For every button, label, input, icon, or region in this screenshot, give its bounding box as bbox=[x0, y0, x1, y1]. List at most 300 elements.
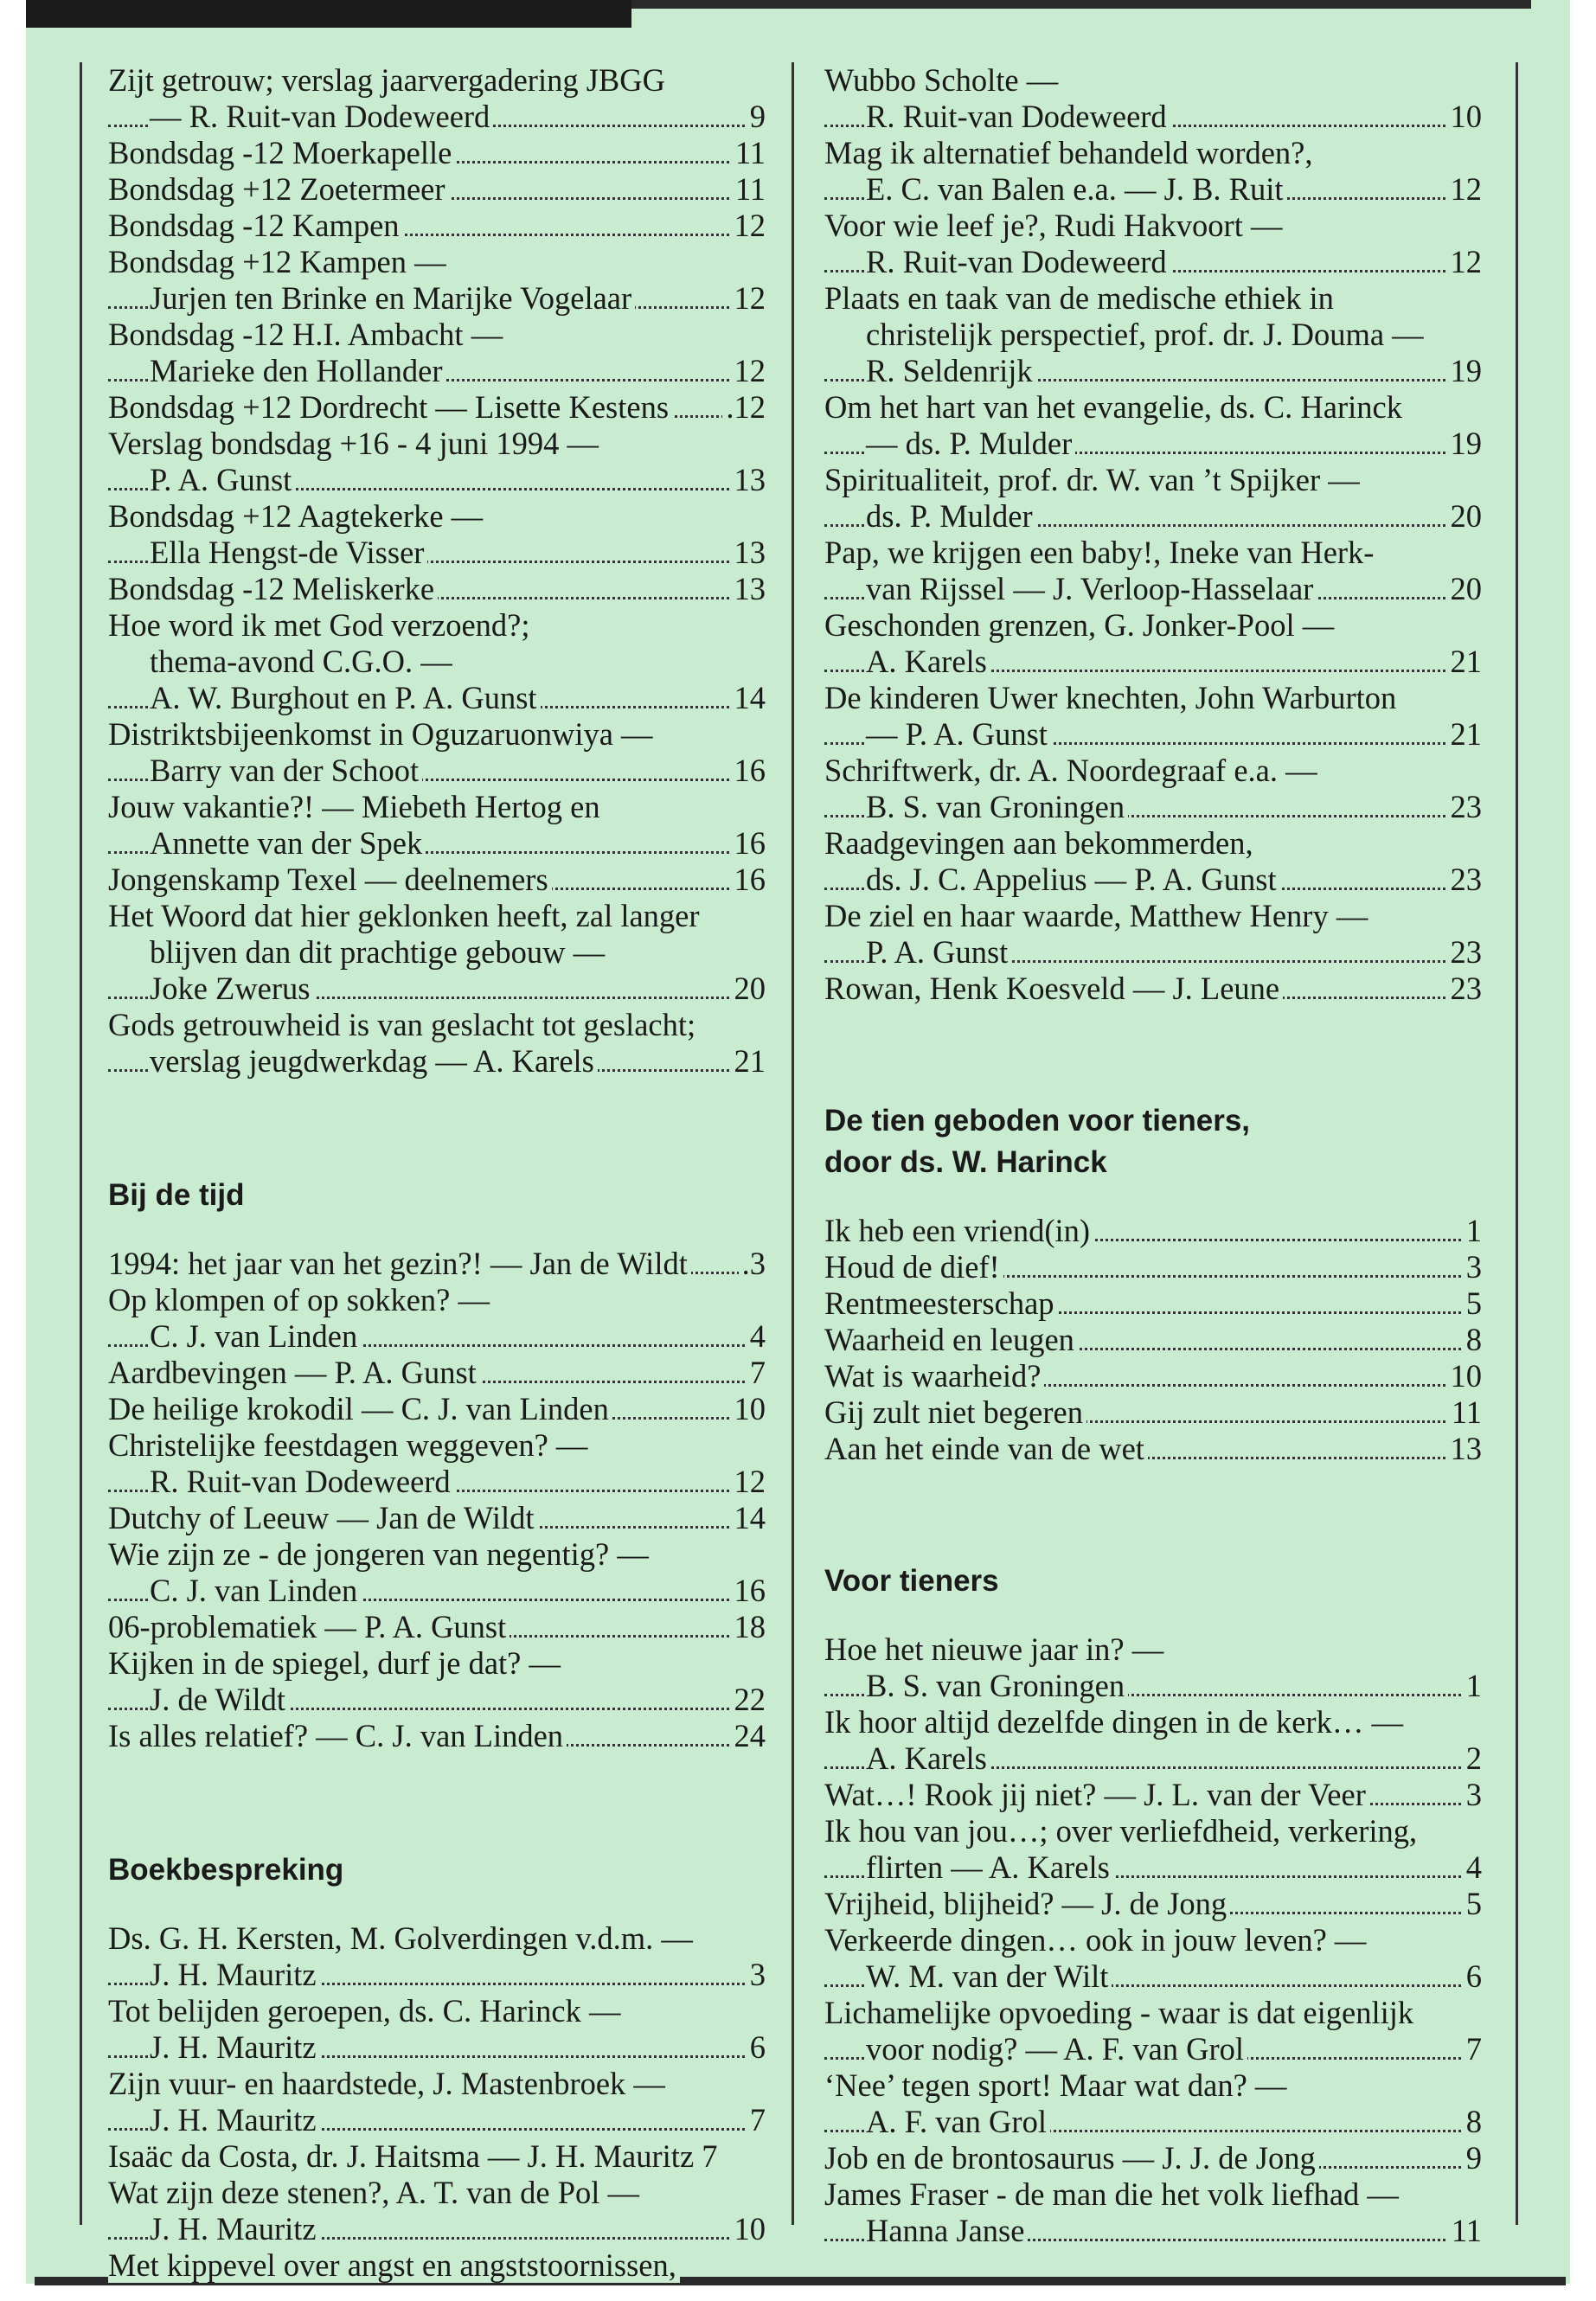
toc-entry bbox=[824, 1358, 1482, 1394]
toc-entry bbox=[824, 1631, 1482, 1704]
toc-entry-line bbox=[108, 789, 766, 825]
toc-entry-text: R. Ruit-van Dodeweerd bbox=[150, 1464, 454, 1499]
toc-page-number: 13 bbox=[1447, 1431, 1483, 1467]
toc-entry-line bbox=[824, 862, 1482, 898]
toc-entry-text: J. H. Mauritz bbox=[150, 1957, 320, 1992]
toc-entry-line bbox=[824, 1849, 1482, 1886]
toc-entry-line bbox=[108, 607, 766, 644]
toc-list bbox=[824, 1213, 1482, 1467]
toc-entry-line bbox=[824, 2067, 1482, 2104]
toc-entry bbox=[824, 1922, 1482, 1995]
toc-entry bbox=[108, 789, 766, 862]
toc-entry-text: Kijken in de spiegel, durf je dat? — bbox=[108, 1645, 564, 1681]
toc-entry-text: christelijk perspectief, prof. dr. J. Douma — bbox=[866, 317, 1427, 352]
toc-page-number: 24 bbox=[731, 1718, 766, 1754]
toc-page-number: 22 bbox=[731, 1682, 766, 1718]
toc-entry-line bbox=[108, 825, 766, 862]
toc-entry-line bbox=[108, 1391, 766, 1427]
toc-entry-line bbox=[824, 1285, 1482, 1322]
toc-entry-line bbox=[108, 971, 766, 1007]
toc-entry bbox=[824, 898, 1482, 971]
toc-entry bbox=[108, 1427, 766, 1500]
toc-page-number: 7 bbox=[747, 2102, 766, 2138]
toc-entry-line bbox=[108, 1427, 766, 1464]
toc-entry-text: Pap, we krijgen een baby!, Ineke van Herk- bbox=[824, 535, 1377, 570]
toc-entry-text: J. H. Mauritz bbox=[150, 2211, 320, 2247]
toc-page-number: 12 bbox=[731, 353, 766, 389]
toc-entry-line bbox=[824, 1249, 1482, 1285]
toc-entry-text: Wie zijn ze - de jongeren van negentig? — bbox=[108, 1536, 652, 1572]
section-gap bbox=[824, 1467, 1482, 1561]
toc-page-number: 23 bbox=[1447, 862, 1483, 898]
toc-list bbox=[108, 1920, 766, 2284]
toc-entry-text: Christelijke feestdagen weggeven? — bbox=[108, 1427, 591, 1463]
toc-entry-text: Om het hart van het evangelie, ds. C. Harinck bbox=[824, 389, 1406, 425]
toc-entry-text: Bondsdag -12 Moerkapelle bbox=[108, 135, 455, 170]
toc-entry bbox=[108, 1993, 766, 2066]
toc-entry-text: R. Ruit-van Dodeweerd bbox=[866, 244, 1170, 279]
toc-entry-line bbox=[824, 244, 1482, 280]
toc-page-number: 10 bbox=[731, 2211, 766, 2247]
toc-page-number: 18 bbox=[731, 1609, 766, 1645]
toc-entry-line bbox=[824, 426, 1482, 462]
toc-entry bbox=[824, 2176, 1482, 2249]
toc-entry-line bbox=[108, 1920, 766, 1957]
toc-entry-text: Lichamelijke opvoeding - waar is dat eigenlijk bbox=[824, 1995, 1417, 2030]
toc-entry-line bbox=[108, 1007, 766, 1043]
toc-entry-text: Hoe word ik met God verzoend?; bbox=[108, 607, 534, 643]
toc-entry-line bbox=[108, 2029, 766, 2066]
toc-entry-line bbox=[824, 1777, 1482, 1813]
toc-entry-text: ‘Nee’ tegen sport! Maar wat dan? — bbox=[824, 2067, 1290, 2103]
toc-entry bbox=[108, 135, 766, 171]
toc-entry-text: Het Woord dat hier geklonken heeft, zal langer bbox=[108, 898, 703, 933]
toc-entry-line bbox=[108, 1718, 766, 1754]
toc-entry-line bbox=[824, 1322, 1482, 1358]
toc-entry-text: P. A. Gunst bbox=[150, 462, 295, 497]
toc-entry-line bbox=[108, 462, 766, 498]
toc-entry-text: Bondsdag -12 Meliskerke bbox=[108, 571, 438, 606]
toc-entry-text: Bondsdag +12 Dordrecht — Lisette Kestens bbox=[108, 389, 672, 425]
toc-page-number: 12 bbox=[731, 1464, 766, 1500]
toc-entry-text: J. H. Mauritz bbox=[150, 2029, 320, 2065]
toc-entry bbox=[108, 1536, 766, 1609]
toc-entry bbox=[108, 426, 766, 498]
toc-entry-line bbox=[824, 171, 1482, 208]
toc-page-number: 19 bbox=[1447, 353, 1483, 389]
toc-page-number: 1 bbox=[1463, 1213, 1482, 1249]
toc-entry-text: 06-problematiek — P. A. Gunst bbox=[108, 1609, 510, 1644]
toc-entry-line bbox=[108, 1682, 766, 1718]
toc-entry-text: Ik heb een vriend(in) bbox=[824, 1213, 1093, 1248]
toc-entry bbox=[824, 535, 1482, 607]
toc-entry-line bbox=[108, 426, 766, 462]
toc-page-number: 21 bbox=[1447, 716, 1483, 753]
toc-entry-text: Bondsdag -12 H.I. Ambacht — bbox=[108, 317, 506, 352]
toc-entry bbox=[108, 862, 766, 898]
toc-entry-text: Jouw vakantie?! — Miebeth Hertog en bbox=[108, 789, 604, 824]
toc-entry bbox=[108, 1007, 766, 1080]
toc-entry-text: R. Ruit-van Dodeweerd bbox=[866, 99, 1170, 134]
toc-entry-line bbox=[108, 862, 766, 898]
toc-page-number: 5 bbox=[1463, 1886, 1482, 1922]
toc-entry-text: P. A. Gunst bbox=[866, 934, 1011, 970]
toc-page-number: 1 bbox=[1463, 1668, 1482, 1704]
toc-entry bbox=[824, 607, 1482, 680]
toc-entry-line bbox=[108, 2247, 766, 2284]
toc-entry-line bbox=[824, 1813, 1482, 1849]
toc-page-number: 8 bbox=[1463, 1322, 1482, 1358]
toc-entry-text: Annette van der Spek bbox=[150, 825, 426, 861]
toc-entry-text: C. J. van Linden bbox=[150, 1318, 361, 1354]
toc-page-number: 14 bbox=[731, 680, 766, 716]
toc-entry-text: De heilige krokodil — C. J. van Linden bbox=[108, 1391, 612, 1426]
toc-entry-text: De ziel en haar waarde, Matthew Henry — bbox=[824, 898, 1371, 933]
toc-entry bbox=[108, 607, 766, 716]
toc-entry-line bbox=[108, 2211, 766, 2247]
toc-entry bbox=[108, 1645, 766, 1718]
toc-entry-text: Rentmeesterschap bbox=[824, 1285, 1058, 1321]
toc-entry-line bbox=[824, 353, 1482, 389]
toc-list bbox=[108, 62, 766, 1080]
toc-entry-text: Distriktsbijeenkomst in Oguzaruonwiya — bbox=[108, 716, 657, 752]
toc-entry-line bbox=[824, 2140, 1482, 2176]
toc-entry bbox=[824, 1886, 1482, 1922]
toc-entry-text: R. Seldenrijk bbox=[866, 353, 1036, 388]
toc-entry bbox=[824, 389, 1482, 462]
toc-entry-line bbox=[824, 1886, 1482, 1922]
toc-entry-text: verslag jeugdwerkdag — A. Karels bbox=[150, 1043, 598, 1079]
toc-entry-text: Plaats en taak van de medische ethiek in bbox=[824, 280, 1337, 316]
toc-entry-line bbox=[108, 2175, 766, 2211]
toc-entry-line bbox=[824, 62, 1482, 99]
toc-entry-text: Op klompen of op sokken? — bbox=[108, 1282, 493, 1317]
toc-entry-line bbox=[108, 1246, 766, 1282]
toc-page-number: 11 bbox=[1448, 1394, 1482, 1431]
section-heading-bij-de-tijd: Bij de tijd bbox=[108, 1178, 245, 1212]
toc-page-number: 16 bbox=[731, 1573, 766, 1609]
toc-entry-line bbox=[108, 753, 766, 789]
toc-entry-line bbox=[824, 2176, 1482, 2213]
toc-entry-text: ds. P. Mulder bbox=[866, 498, 1036, 534]
toc-entry bbox=[824, 1285, 1482, 1322]
toc-entry-line bbox=[824, 571, 1482, 607]
toc-page-number: 12 bbox=[1447, 171, 1483, 208]
toc-entry-line bbox=[108, 1957, 766, 1993]
toc-page-number: 23 bbox=[1447, 789, 1483, 825]
toc-entry-text: Wat is waarheid? bbox=[824, 1358, 1044, 1394]
toc-entry-line bbox=[824, 1431, 1482, 1467]
toc-entry-text: B. S. van Groningen bbox=[866, 1668, 1128, 1703]
toc-entry-line bbox=[824, 934, 1482, 971]
toc-entry-line bbox=[108, 934, 766, 971]
toc-entry-line bbox=[824, 753, 1482, 789]
toc-entry-text: Bondsdag +12 Aagtekerke — bbox=[108, 498, 486, 534]
toc-entry-text: 1994: het jaar van het gezin?! — Jan de Wildt bbox=[108, 1246, 691, 1281]
toc-page-number: 16 bbox=[731, 753, 766, 789]
toc-page-number: 9 bbox=[747, 99, 766, 135]
toc-entry-line bbox=[824, 1394, 1482, 1431]
heading-line: door ds. W. Harinck bbox=[824, 1145, 1107, 1179]
toc-entry-line bbox=[108, 1536, 766, 1573]
toc-page-number: 19 bbox=[1447, 426, 1483, 462]
toc-entry-line bbox=[108, 1573, 766, 1609]
toc-entry-line bbox=[824, 280, 1482, 317]
toc-entry-text: Marieke den Hollander bbox=[150, 353, 446, 388]
toc-page-number: 10 bbox=[731, 1391, 766, 1427]
toc-page-number: 3 bbox=[747, 1957, 766, 1993]
toc-entry-text: Ds. G. H. Kersten, M. Golverdingen v.d.m. — bbox=[108, 1920, 696, 1956]
toc-page-number: 10 bbox=[1447, 1358, 1483, 1394]
toc-entry bbox=[824, 1394, 1482, 1431]
toc-entry-text: Hoe het nieuwe jaar in? — bbox=[824, 1631, 1167, 1667]
toc-entry-line bbox=[108, 389, 766, 426]
center-column-rule bbox=[792, 62, 794, 2225]
toc-entry-line bbox=[108, 1043, 766, 1080]
toc-entry bbox=[824, 1249, 1482, 1285]
toc-page-number: 9 bbox=[1463, 2140, 1482, 2176]
toc-entry-line bbox=[108, 2066, 766, 2102]
toc-entry-text: — P. A. Gunst bbox=[866, 716, 1051, 752]
toc-entry-text: A. F. van Grol bbox=[866, 2104, 1050, 2139]
toc-entry-text: — R. Ruit-van Dodeweerd bbox=[150, 99, 493, 134]
toc-page-number: 4 bbox=[747, 1318, 766, 1355]
toc-entry bbox=[108, 244, 766, 317]
scan-edge-top-thin bbox=[631, 0, 1531, 9]
toc-entry-text: James Fraser - de man die het volk liefhad — bbox=[824, 2176, 1402, 2212]
toc-entry bbox=[824, 825, 1482, 898]
toc-entry bbox=[108, 898, 766, 1007]
toc-entry-text: J. H. Mauritz bbox=[150, 2102, 320, 2138]
toc-entry bbox=[108, 1609, 766, 1645]
toc-entry-text: flirten — A. Karels bbox=[866, 1849, 1113, 1885]
toc-list bbox=[824, 62, 1482, 1007]
toc-entry bbox=[824, 208, 1482, 280]
toc-entry bbox=[108, 208, 766, 244]
toc-entry-text: Bondsdag +12 Zoetermeer bbox=[108, 171, 449, 207]
toc-page-number: 16 bbox=[731, 862, 766, 898]
toc-entry-line bbox=[824, 1740, 1482, 1777]
toc-entry bbox=[824, 1213, 1482, 1249]
toc-entry bbox=[824, 680, 1482, 753]
section-heading-tien-geboden bbox=[824, 1100, 1482, 1183]
toc-entry bbox=[824, 2140, 1482, 2176]
toc-page-number: 23 bbox=[1447, 934, 1483, 971]
toc-entry-line bbox=[824, 462, 1482, 498]
toc-page-number: 7 bbox=[747, 1355, 766, 1391]
toc-entry bbox=[824, 62, 1482, 135]
toc-entry-line bbox=[824, 1213, 1482, 1249]
toc-entry bbox=[108, 2138, 766, 2175]
toc-entry-text: Voor wie leef je?, Rudi Hakvoort — bbox=[824, 208, 1285, 243]
toc-entry-text: A. Karels bbox=[866, 644, 990, 679]
toc-entry-text: Rowan, Henk Koesveld — J. Leune bbox=[824, 971, 1283, 1006]
toc-entry-line bbox=[824, 1631, 1482, 1668]
toc-entry-text: Tot belijden geroepen, ds. C. Harinck — bbox=[108, 1993, 624, 2029]
toc-entry-text: Wat zijn deze stenen?, A. T. van de Pol — bbox=[108, 2175, 643, 2210]
toc-entry-text: Zijn vuur- en haardstede, J. Mastenbroek — bbox=[108, 2066, 669, 2101]
toc-list bbox=[108, 1246, 766, 1754]
toc-entry bbox=[824, 280, 1482, 389]
toc-entry bbox=[108, 1355, 766, 1391]
toc-entry-text: Gods getrouwheid is van geslacht tot geslacht; bbox=[108, 1007, 699, 1042]
section-gap bbox=[824, 1007, 1482, 1100]
toc-entry-line bbox=[108, 317, 766, 353]
toc-page-number: 13 bbox=[731, 462, 766, 498]
toc-entry-text: Hanna Janse bbox=[866, 2213, 1028, 2248]
toc-entry-text: Verslag bondsdag +16 - 4 juni 1994 — bbox=[108, 426, 602, 461]
heading-gap bbox=[108, 1216, 766, 1246]
toc-entry-line bbox=[824, 716, 1482, 753]
toc-page-number: 20 bbox=[1447, 571, 1483, 607]
toc-page-number: 6 bbox=[1463, 1958, 1482, 1995]
toc-entry bbox=[824, 1431, 1482, 1467]
toc-page-number: 20 bbox=[731, 971, 766, 1007]
toc-entry bbox=[108, 1500, 766, 1536]
left-column bbox=[108, 62, 766, 2284]
toc-page-number: 11 bbox=[732, 135, 766, 171]
toc-entry-line bbox=[108, 535, 766, 571]
toc-entry bbox=[108, 2066, 766, 2138]
toc-entry-line bbox=[824, 135, 1482, 171]
toc-page-number: 12 bbox=[731, 280, 766, 317]
toc-page-number: 8 bbox=[1463, 2104, 1482, 2140]
toc-entry bbox=[824, 2067, 1482, 2140]
toc-entry-text: Jongenskamp Texel — deelnemers bbox=[108, 862, 552, 897]
toc-entry-text: W. M. van der Wilt bbox=[866, 1958, 1112, 1994]
toc-entry-text: Schriftwerk, dr. A. Noordegraaf e.a. — bbox=[824, 753, 1321, 788]
toc-entry-line bbox=[824, 1995, 1482, 2031]
toc-entry-text: Geschonden grenzen, G. Jonker-Pool — bbox=[824, 607, 1337, 643]
toc-entry-line bbox=[824, 389, 1482, 426]
toc-entry-line bbox=[108, 898, 766, 934]
toc-entry bbox=[108, 389, 766, 426]
toc-entry-line bbox=[824, 607, 1482, 644]
toc-entry-line bbox=[108, 571, 766, 607]
toc-entry-line bbox=[824, 644, 1482, 680]
toc-entry-line bbox=[824, 898, 1482, 934]
toc-entry-text: blijven dan dit prachtige gebouw — bbox=[150, 934, 608, 970]
toc-entry-text: Zijt getrouw; verslag jaarvergadering JBGG bbox=[108, 62, 669, 98]
toc-page-number: 16 bbox=[731, 825, 766, 862]
toc-entry bbox=[108, 171, 766, 208]
toc-entry-text: Raadgevingen aan bekommerden, bbox=[824, 825, 1257, 861]
toc-entry-text: E. C. van Balen e.a. — J. B. Ruit bbox=[866, 171, 1287, 207]
toc-entry-line bbox=[824, 2031, 1482, 2067]
left-column-rule bbox=[80, 62, 82, 2225]
toc-entry-text: Job en de brontosaurus — J. J. de Jong bbox=[824, 2140, 1319, 2176]
toc-entry-text: Verkeerde dingen… ook in jouw leven? — bbox=[824, 1922, 1369, 1958]
toc-entry-text: De kinderen Uwer knechten, John Warburton bbox=[824, 680, 1400, 715]
toc-entry-text: Mag ik alternatief behandeld worden?, bbox=[824, 135, 1317, 170]
toc-entry-line bbox=[108, 208, 766, 244]
toc-entry-text: Bondsdag +12 Kampen — bbox=[108, 244, 450, 279]
toc-entry-text: — ds. P. Mulder bbox=[866, 426, 1075, 461]
section-gap bbox=[108, 1080, 766, 1175]
toc-entry bbox=[108, 571, 766, 607]
toc-entry-line bbox=[108, 353, 766, 389]
toc-entry-line bbox=[824, 317, 1482, 353]
toc-entry bbox=[824, 971, 1482, 1007]
toc-entry-line bbox=[108, 1464, 766, 1500]
toc-page-number: 3 bbox=[1463, 1249, 1482, 1285]
toc-entry-line bbox=[108, 99, 766, 135]
toc-entry-line bbox=[824, 1668, 1482, 1704]
toc-entry-line bbox=[824, 1704, 1482, 1740]
toc-entry-text: C. J. van Linden bbox=[150, 1573, 361, 1608]
toc-entry-line bbox=[824, 680, 1482, 716]
toc-entry-line bbox=[824, 498, 1482, 535]
toc-entry bbox=[824, 135, 1482, 208]
toc-entry-text: B. S. van Groningen bbox=[866, 789, 1128, 824]
toc-page-number: 6 bbox=[747, 2029, 766, 2066]
toc-page-number: 4 bbox=[1463, 1849, 1482, 1886]
toc-entry bbox=[108, 1920, 766, 1993]
toc-entry-line bbox=[108, 1645, 766, 1682]
toc-page-number: 21 bbox=[1447, 644, 1483, 680]
toc-entry-text: van Rijssel — J. Verloop-Hasselaar bbox=[866, 571, 1317, 606]
toc-entry-line bbox=[824, 1958, 1482, 1995]
scan-edge-top bbox=[26, 0, 631, 28]
toc-entry bbox=[824, 753, 1482, 825]
toc-page-number: 10 bbox=[1447, 99, 1483, 135]
toc-entry-text: Met kippevel over angst en angststoornissen, bbox=[108, 2247, 680, 2283]
section-gap bbox=[108, 1754, 766, 1849]
toc-entry-text: Waarheid en leugen bbox=[824, 1322, 1078, 1357]
toc-entry-line bbox=[824, 971, 1482, 1007]
toc-entry-line bbox=[108, 2102, 766, 2138]
toc-entry-line bbox=[824, 1358, 1482, 1394]
toc-entry-line bbox=[824, 2104, 1482, 2140]
toc-entry-line bbox=[108, 1500, 766, 1536]
toc-entry-text: Dutchy of Leeuw — Jan de Wildt bbox=[108, 1500, 538, 1535]
toc-entry-text: Bondsdag -12 Kampen bbox=[108, 208, 403, 243]
toc-entry-line bbox=[108, 244, 766, 280]
heading-gap bbox=[824, 1183, 1482, 1213]
heading-gap bbox=[824, 1602, 1482, 1631]
toc-page-number: .3 bbox=[739, 1246, 766, 1282]
toc-page-number: 12 bbox=[1447, 244, 1483, 280]
toc-entry-line bbox=[108, 716, 766, 753]
toc-page-number: 7 bbox=[1463, 2031, 1482, 2067]
toc-page-number: 13 bbox=[731, 571, 766, 607]
toc-entry-line bbox=[824, 2213, 1482, 2249]
toc-page-number: 11 bbox=[732, 171, 766, 208]
toc-entry-text: Gij zult niet begeren bbox=[824, 1394, 1086, 1430]
toc-entry bbox=[108, 1718, 766, 1754]
toc-page-number: 12 bbox=[731, 208, 766, 244]
toc-page-number: 3 bbox=[1463, 1777, 1482, 1813]
toc-entry-line bbox=[824, 789, 1482, 825]
toc-entry-text: A. Karels bbox=[866, 1740, 990, 1776]
toc-entry-text: thema-avond C.G.O. — bbox=[150, 644, 456, 679]
toc-entry-line bbox=[108, 171, 766, 208]
toc-entry-text: Ella Hengst-de Visser bbox=[150, 535, 427, 570]
toc-entry bbox=[824, 1704, 1482, 1777]
toc-entry-text: Vrijheid, blijheid? — J. de Jong bbox=[824, 1886, 1230, 1921]
toc-entry-line bbox=[108, 2138, 766, 2175]
heading-gap bbox=[108, 1891, 766, 1920]
toc-entry-text: Wubbo Scholte — bbox=[824, 62, 1061, 98]
toc-entry bbox=[824, 1777, 1482, 1813]
toc-entry-line bbox=[108, 680, 766, 716]
toc-entry-text: Jurjen ten Brinke en Marijke Vogelaar bbox=[150, 280, 635, 316]
toc-entry bbox=[824, 462, 1482, 535]
toc-entry bbox=[108, 2247, 766, 2284]
toc-entry-text: Ik hoor altijd dezelfde dingen in de kerk… — bbox=[824, 1704, 1407, 1740]
toc-entry-line bbox=[108, 135, 766, 171]
toc-entry-text: ds. J. C. Appelius — P. A. Gunst bbox=[866, 862, 1280, 897]
